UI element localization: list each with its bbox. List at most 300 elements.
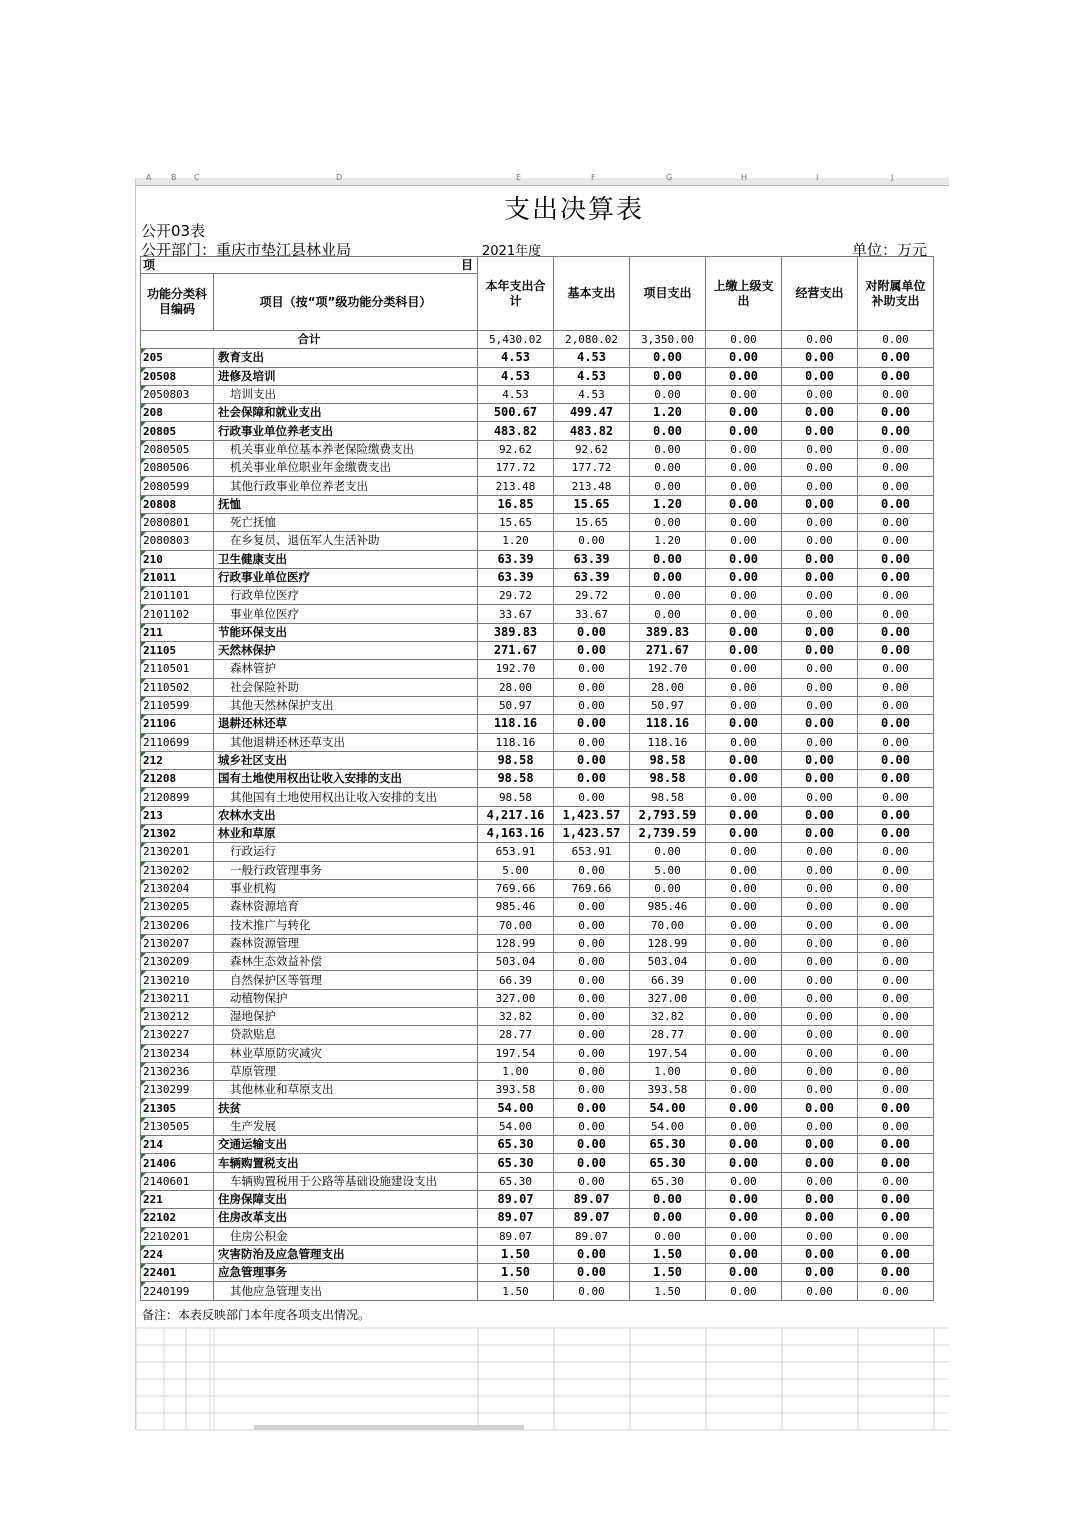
- row-value: 197.54: [630, 1044, 706, 1062]
- table-row: [141, 1209, 934, 1227]
- row-code: 2110501: [141, 660, 214, 678]
- row-value: 769.66: [554, 879, 630, 897]
- row-value: 0.00: [706, 916, 782, 934]
- column-letter: H: [741, 173, 748, 182]
- table-row: [141, 1044, 934, 1062]
- row-value: 89.07: [554, 1227, 630, 1245]
- row-value: 0.00: [782, 1209, 858, 1227]
- row-value: 985.46: [630, 898, 706, 916]
- row-value: 0.00: [706, 879, 782, 897]
- column-letter: B: [171, 173, 177, 182]
- row-value: 128.99: [478, 934, 554, 952]
- row-value: 393.58: [478, 1081, 554, 1099]
- row-value: 0.00: [858, 989, 934, 1007]
- row-value: 0.00: [858, 404, 934, 422]
- row-value: 0.00: [782, 1172, 858, 1190]
- row-code: 2210201: [141, 1227, 214, 1245]
- row-code: 2130236: [141, 1062, 214, 1080]
- row-value: 1,423.57: [554, 806, 630, 824]
- row-value: 0.00: [706, 843, 782, 861]
- table-row: [141, 806, 934, 824]
- row-value: 0.00: [782, 953, 858, 971]
- row-value: 0.00: [858, 513, 934, 531]
- row-value: 63.39: [554, 550, 630, 568]
- table-row: [141, 1172, 934, 1190]
- row-code: 2101102: [141, 605, 214, 623]
- row-value: 70.00: [630, 916, 706, 934]
- row-value: 0.00: [858, 934, 934, 952]
- row-value: 0.00: [782, 751, 858, 769]
- row-value: 213.48: [554, 477, 630, 495]
- row-name: 住房改革支出: [214, 1209, 478, 1227]
- row-value: 177.72: [554, 459, 630, 477]
- row-value: 0.00: [782, 1264, 858, 1282]
- row-code: 20805: [141, 422, 214, 440]
- row-value: 0.00: [706, 660, 782, 678]
- total-value: 3,350.00: [630, 331, 706, 349]
- row-value: 0.00: [782, 385, 858, 403]
- row-value: 0.00: [706, 989, 782, 1007]
- table-row: [141, 385, 934, 403]
- row-value: 0.00: [858, 568, 934, 586]
- row-value: 0.00: [782, 843, 858, 861]
- row-value: 0.00: [782, 550, 858, 568]
- table-row: [141, 623, 934, 641]
- row-value: 0.00: [782, 788, 858, 806]
- row-value: 66.39: [478, 971, 554, 989]
- row-code: 2130202: [141, 861, 214, 879]
- table-row: [141, 678, 934, 696]
- row-name: 退耕还林还草: [214, 715, 478, 733]
- row-value: 0.00: [858, 459, 934, 477]
- page-title: 支出决算表: [503, 195, 644, 225]
- row-value: 0.00: [706, 1081, 782, 1099]
- table-row: [141, 1062, 934, 1080]
- row-value: 0.00: [630, 440, 706, 458]
- row-value: 0.00: [554, 953, 630, 971]
- row-value: 0.00: [782, 1227, 858, 1245]
- row-name: 社会保障和就业支出: [214, 404, 478, 422]
- total-value: 0.00: [782, 331, 858, 349]
- row-value: 54.00: [630, 1117, 706, 1135]
- row-code: 2130234: [141, 1044, 214, 1062]
- row-value: 0.00: [858, 642, 934, 660]
- row-value: 0.00: [782, 1190, 858, 1208]
- row-code: 20808: [141, 495, 214, 513]
- row-value: 0.00: [630, 477, 706, 495]
- row-value: 4.53: [554, 367, 630, 385]
- row-value: 0.00: [554, 1099, 630, 1117]
- row-value: 389.83: [478, 623, 554, 641]
- row-value: 0.00: [782, 440, 858, 458]
- row-name: 机关事业单位职业年金缴费支出: [214, 459, 478, 477]
- row-value: 0.00: [554, 1264, 630, 1282]
- column-letter: E: [516, 173, 522, 182]
- row-value: 213.48: [478, 477, 554, 495]
- row-value: 0.00: [858, 1264, 934, 1282]
- row-value: 0.00: [858, 495, 934, 513]
- total-value: 5,430.02: [478, 331, 554, 349]
- row-value: 0.00: [782, 605, 858, 623]
- row-value: 1.50: [478, 1264, 554, 1282]
- row-code: 2130212: [141, 1007, 214, 1025]
- row-value: 4,163.16: [478, 825, 554, 843]
- row-name: 城乡社区支出: [214, 751, 478, 769]
- row-value: 0.00: [706, 788, 782, 806]
- row-name: 其他行政事业单位养老支出: [214, 477, 478, 495]
- row-value: 0.00: [782, 477, 858, 495]
- table-row: [141, 971, 934, 989]
- row-value: 0.00: [858, 385, 934, 403]
- row-value: 0.00: [782, 532, 858, 550]
- row-value: 98.58: [630, 751, 706, 769]
- row-code: 2130227: [141, 1026, 214, 1044]
- row-value: 66.39: [630, 971, 706, 989]
- row-code: 2130204: [141, 879, 214, 897]
- row-value: 0.00: [706, 349, 782, 367]
- row-value: 0.00: [706, 1044, 782, 1062]
- row-code: 2130209: [141, 953, 214, 971]
- row-value: 0.00: [554, 715, 630, 733]
- row-value: 70.00: [478, 916, 554, 934]
- row-code: 214: [141, 1136, 214, 1154]
- row-value: 0.00: [554, 1026, 630, 1044]
- row-name: 技术推广与转化: [214, 916, 478, 934]
- row-code: 21105: [141, 642, 214, 660]
- row-value: 0.00: [706, 422, 782, 440]
- row-value: 0.00: [782, 1062, 858, 1080]
- row-value: 0.00: [858, 770, 934, 788]
- row-value: 0.00: [630, 1209, 706, 1227]
- row-value: 0.00: [554, 1154, 630, 1172]
- row-value: 0.00: [630, 550, 706, 568]
- row-value: 0.00: [782, 898, 858, 916]
- row-value: 0.00: [782, 971, 858, 989]
- row-code: 213: [141, 806, 214, 824]
- row-value: 0.00: [706, 825, 782, 843]
- row-value: 0.00: [554, 971, 630, 989]
- row-value: 985.46: [478, 898, 554, 916]
- row-value: 0.00: [858, 715, 934, 733]
- row-value: 0.00: [554, 1245, 630, 1263]
- row-name: 贷款贴息: [214, 1026, 478, 1044]
- row-value: 389.83: [630, 623, 706, 641]
- table-row: [141, 843, 934, 861]
- row-value: 4.53: [478, 367, 554, 385]
- row-value: 0.00: [554, 751, 630, 769]
- row-value: 0.00: [858, 696, 934, 714]
- row-value: 2,739.59: [630, 825, 706, 843]
- row-value: 0.00: [706, 1062, 782, 1080]
- row-value: 54.00: [478, 1117, 554, 1135]
- row-value: 63.39: [478, 568, 554, 586]
- row-code: 224: [141, 1245, 214, 1263]
- row-value: 0.00: [706, 715, 782, 733]
- row-value: 0.00: [858, 1044, 934, 1062]
- row-name: 车辆购置税用于公路等基础设施建设支出: [214, 1172, 478, 1190]
- row-value: 1.20: [478, 532, 554, 550]
- header-project: 项目支出: [630, 257, 706, 331]
- row-value: 0.00: [782, 513, 858, 531]
- row-value: 0.00: [706, 1172, 782, 1190]
- row-value: 0.00: [706, 898, 782, 916]
- row-value: 0.00: [706, 477, 782, 495]
- row-value: 15.65: [554, 495, 630, 513]
- row-value: 50.97: [478, 696, 554, 714]
- row-code: 211: [141, 623, 214, 641]
- row-code: 21406: [141, 1154, 214, 1172]
- row-value: 0.00: [706, 367, 782, 385]
- row-name: 草原管理: [214, 1062, 478, 1080]
- row-value: 50.97: [630, 696, 706, 714]
- table-row: [141, 568, 934, 586]
- row-value: 0.00: [706, 806, 782, 824]
- row-value: 0.00: [782, 495, 858, 513]
- row-value: 0.00: [706, 770, 782, 788]
- department-label: 公开部门：重庆市垫江县林业局: [141, 241, 352, 259]
- table-row: [141, 660, 934, 678]
- row-name: 抚恤: [214, 495, 478, 513]
- row-value: 0.00: [782, 1136, 858, 1154]
- table-row: [141, 605, 934, 623]
- row-value: 28.00: [630, 678, 706, 696]
- table-row: [141, 1136, 934, 1154]
- row-value: 0.00: [706, 1227, 782, 1245]
- row-value: 15.65: [554, 513, 630, 531]
- row-value: 98.58: [478, 770, 554, 788]
- row-value: 0.00: [858, 953, 934, 971]
- row-code: 22102: [141, 1209, 214, 1227]
- row-code: 2140601: [141, 1172, 214, 1190]
- row-name: 行政事业单位医疗: [214, 568, 478, 586]
- row-value: 118.16: [630, 733, 706, 751]
- row-value: 0.00: [858, 971, 934, 989]
- row-value: 118.16: [478, 715, 554, 733]
- row-value: 29.72: [478, 587, 554, 605]
- row-name: 社会保险补助: [214, 678, 478, 696]
- row-value: 0.00: [858, 1282, 934, 1300]
- table-row: [141, 1245, 934, 1263]
- row-code: 20508: [141, 367, 214, 385]
- row-name: 机关事业单位基本养老保险缴费支出: [214, 440, 478, 458]
- row-value: 0.00: [782, 660, 858, 678]
- row-value: 1.50: [630, 1264, 706, 1282]
- row-value: 0.00: [782, 1044, 858, 1062]
- row-value: 16.85: [478, 495, 554, 513]
- total-value: 0.00: [858, 331, 934, 349]
- row-value: 54.00: [478, 1099, 554, 1117]
- row-value: 0.00: [858, 532, 934, 550]
- row-value: 483.82: [478, 422, 554, 440]
- table-row: [141, 550, 934, 568]
- row-value: 0.00: [554, 1044, 630, 1062]
- column-letter: J: [891, 173, 894, 182]
- row-code: 2130205: [141, 898, 214, 916]
- row-value: 0.00: [630, 605, 706, 623]
- table-row: [141, 715, 934, 733]
- row-value: 327.00: [630, 989, 706, 1007]
- year-label: 2021年度: [482, 244, 542, 259]
- row-value: 500.67: [478, 404, 554, 422]
- row-value: 0.00: [706, 568, 782, 586]
- row-value: 0.00: [782, 715, 858, 733]
- row-value: 0.00: [858, 678, 934, 696]
- row-code: 210: [141, 550, 214, 568]
- row-value: 0.00: [858, 843, 934, 861]
- row-value: 0.00: [858, 587, 934, 605]
- row-value: 0.00: [782, 934, 858, 952]
- row-value: 0.00: [782, 806, 858, 824]
- row-value: 0.00: [554, 678, 630, 696]
- row-name: 其他国有土地使用权出让收入安排的支出: [214, 788, 478, 806]
- row-value: 0.00: [782, 1099, 858, 1117]
- row-value: 197.54: [478, 1044, 554, 1062]
- row-value: 65.30: [478, 1172, 554, 1190]
- row-value: 1.50: [630, 1282, 706, 1300]
- row-value: 29.72: [554, 587, 630, 605]
- row-value: 0.00: [782, 459, 858, 477]
- row-value: 65.30: [630, 1154, 706, 1172]
- row-value: 5.00: [630, 861, 706, 879]
- row-code: 208: [141, 404, 214, 422]
- row-code: 221: [141, 1190, 214, 1208]
- row-name: 森林资源培育: [214, 898, 478, 916]
- row-code: 22401: [141, 1264, 214, 1282]
- row-value: 0.00: [782, 422, 858, 440]
- row-value: 1.20: [630, 495, 706, 513]
- row-code: 2120899: [141, 788, 214, 806]
- row-name: 国有土地使用权出让收入安排的支出: [214, 770, 478, 788]
- row-name: 事业单位医疗: [214, 605, 478, 623]
- row-value: 0.00: [554, 916, 630, 934]
- table-row: [141, 788, 934, 806]
- column-letter: C: [194, 173, 200, 182]
- row-value: 177.72: [478, 459, 554, 477]
- row-name: 森林生态效益补偿: [214, 953, 478, 971]
- header-subsidy: 对附属单位补助支出: [858, 257, 934, 331]
- table-row: [141, 898, 934, 916]
- header-row-top: [141, 257, 934, 274]
- row-value: 65.30: [630, 1172, 706, 1190]
- row-name: 行政事业单位养老支出: [214, 422, 478, 440]
- row-value: 0.00: [782, 1081, 858, 1099]
- row-value: 63.39: [478, 550, 554, 568]
- row-value: 769.66: [478, 879, 554, 897]
- row-value: 0.00: [858, 733, 934, 751]
- row-name: 在乡复员、退伍军人生活补助: [214, 532, 478, 550]
- row-value: 33.67: [478, 605, 554, 623]
- row-value: 0.00: [630, 422, 706, 440]
- row-value: 15.65: [478, 513, 554, 531]
- row-value: 0.00: [858, 898, 934, 916]
- total-label: 合计: [141, 331, 478, 349]
- row-code: 2110502: [141, 678, 214, 696]
- row-name: 其他林业和草原支出: [214, 1081, 478, 1099]
- table-number: 公开03表: [141, 222, 206, 240]
- row-value: 0.00: [706, 696, 782, 714]
- table-row: [141, 861, 934, 879]
- row-value: 0.00: [706, 934, 782, 952]
- row-value: 0.00: [706, 642, 782, 660]
- table-row: [141, 495, 934, 513]
- row-value: 1.50: [478, 1245, 554, 1263]
- header-operating: 经营支出: [782, 257, 858, 331]
- row-value: 0.00: [630, 879, 706, 897]
- row-value: 0.00: [554, 770, 630, 788]
- row-value: 4.53: [478, 349, 554, 367]
- row-value: 0.00: [858, 1007, 934, 1025]
- row-value: 0.00: [782, 568, 858, 586]
- row-value: 0.00: [630, 459, 706, 477]
- row-value: 0.00: [706, 459, 782, 477]
- table-row: [141, 1117, 934, 1135]
- row-value: 0.00: [554, 788, 630, 806]
- row-value: 0.00: [858, 1172, 934, 1190]
- row-value: 0.00: [554, 642, 630, 660]
- row-value: 0.00: [858, 440, 934, 458]
- row-value: 0.00: [706, 678, 782, 696]
- xiang-label: 项: [143, 257, 156, 272]
- row-value: 1.20: [630, 404, 706, 422]
- row-name: 进修及培训: [214, 367, 478, 385]
- row-value: 1.00: [478, 1062, 554, 1080]
- row-value: 98.58: [478, 788, 554, 806]
- row-name: 车辆购置税支出: [214, 1154, 478, 1172]
- row-value: 5.00: [478, 861, 554, 879]
- row-value: 0.00: [706, 861, 782, 879]
- row-code: 2110699: [141, 733, 214, 751]
- row-value: 0.00: [782, 825, 858, 843]
- row-value: 0.00: [782, 1245, 858, 1263]
- header-basic: 基本支出: [554, 257, 630, 331]
- row-code: 2080505: [141, 440, 214, 458]
- table-row: [141, 422, 934, 440]
- row-name: 其他天然林保护支出: [214, 696, 478, 714]
- row-code: 2080803: [141, 532, 214, 550]
- row-value: 0.00: [706, 1136, 782, 1154]
- row-value: 0.00: [858, 367, 934, 385]
- row-value: 0.00: [782, 642, 858, 660]
- row-value: 653.91: [554, 843, 630, 861]
- row-value: 4,217.16: [478, 806, 554, 824]
- row-value: 0.00: [782, 678, 858, 696]
- row-value: 0.00: [554, 1172, 630, 1190]
- row-code: 2130299: [141, 1081, 214, 1099]
- row-value: 98.58: [478, 751, 554, 769]
- row-value: 0.00: [858, 605, 934, 623]
- table-row: [141, 587, 934, 605]
- row-value: 0.00: [782, 770, 858, 788]
- table-row: [141, 349, 934, 367]
- row-value: 0.00: [630, 385, 706, 403]
- row-value: 0.00: [554, 989, 630, 1007]
- row-value: 0.00: [706, 733, 782, 751]
- row-code: 21208: [141, 770, 214, 788]
- row-value: 0.00: [858, 1099, 934, 1117]
- row-value: 2,793.59: [630, 806, 706, 824]
- header-total: 本年支出合计: [478, 257, 554, 331]
- row-value: 28.00: [478, 678, 554, 696]
- row-value: 0.00: [706, 532, 782, 550]
- row-name: 其他应急管理支出: [214, 1282, 478, 1300]
- horizontal-scrollbar[interactable]: [254, 1425, 524, 1430]
- row-value: 0.00: [554, 532, 630, 550]
- row-value: 4.53: [554, 385, 630, 403]
- row-value: 0.00: [782, 349, 858, 367]
- row-value: 0.00: [858, 623, 934, 641]
- row-value: 0.00: [782, 879, 858, 897]
- row-value: 0.00: [782, 587, 858, 605]
